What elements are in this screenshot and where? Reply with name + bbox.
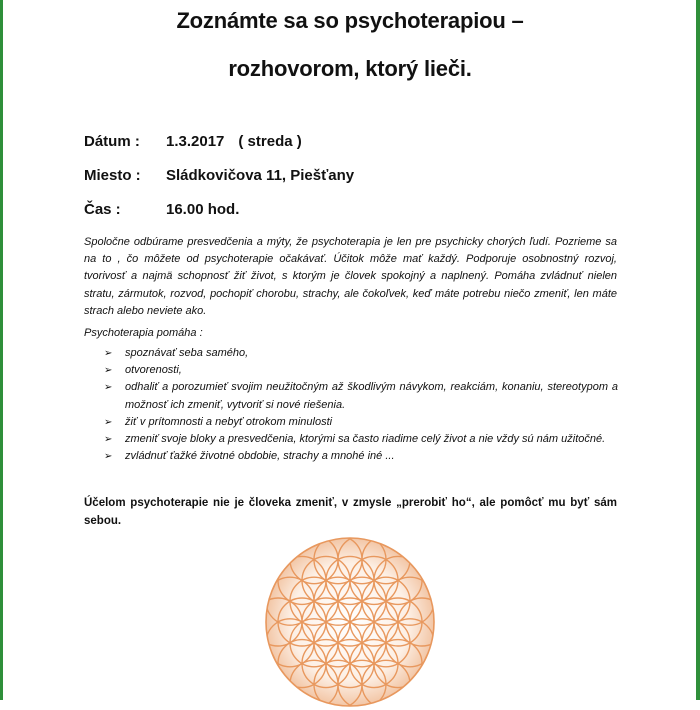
list-item: ➢ žiť v prítomnosti a nebyť otrokom minulosti [104, 414, 618, 431]
date-label: Dátum : [84, 133, 140, 150]
info-place [84, 167, 354, 184]
place-value: Sládkovičova 11, Piešťany [166, 167, 355, 184]
list-item: ➢ zmeniť svoje bloky a presvedčenia, ktorými sa často riadime celý život a nie vždy sú nám užitočné. [104, 431, 618, 448]
list-item: ➢ otvorenosti, [104, 362, 618, 379]
arrow-bullet-icon: ➢ [104, 365, 113, 377]
list-item: ➢ zvládnuť ťažké životné obdobie, strachy a mnohé iné ... [104, 448, 618, 465]
info-time [84, 201, 239, 218]
title-line-2: rozhovorom, ktorý lieči. [228, 56, 472, 81]
arrow-bullet-icon: ➢ [104, 434, 113, 446]
arrow-bullet-icon: ➢ [104, 348, 113, 359]
time-value: 16.00 hod. [166, 201, 240, 218]
list-item: ➢ spoznávať seba samého, [104, 345, 618, 362]
title-line-1: Zoznámte sa so psychoterapiou – [176, 8, 524, 33]
intro-paragraph: Spoločne odbúrame presvedčenia a mýty, že psychoterapia je len pre psychicky chorých ľudí. Pozrieme sa na to , čo môžete od psychoterapie očakávať. Účitok môže mať každý. Podporuje osobnostný rozvoj, tvorivosť a najmä schopnosť žiť život, s ktorým je človek spokojný a naplnený. Pomáha zvládnuť nielen stratu, zármutok, rozvod, pochopiť chorobu, strachy, ale čokoľvek, keď máte potrebu niečo zmeniť, len máte strach alebo neviete ako. [84, 236, 617, 317]
benefits-list [104, 345, 618, 465]
date-day: ( streda ) [238, 133, 302, 150]
info-date [84, 133, 302, 150]
goal-statement: Účelom psychoterapie nie je človeka zmeniť, v zmysle „prerobiť ho“, ale pomôcť mu byť sám sebou. [84, 497, 617, 527]
arrow-bullet-icon: ➢ [104, 451, 113, 463]
list-item: ➢ odhaliť a porozumieť svojim neužitočným až škodlivým návykom, reakciám, konaniu, stereotypom a možnosť ich zmeniť, vytvoriť si nové riešenia. [104, 381, 618, 411]
date-value: 1.3.2017 [166, 133, 225, 150]
helps-heading: Psychoterapia pomáha : [84, 327, 203, 339]
arrow-bullet-icon: ➢ [104, 382, 113, 394]
flower-of-life-icon [262, 534, 438, 710]
arrow-bullet-icon: ➢ [104, 416, 113, 428]
place-label: Miesto : [84, 167, 141, 184]
time-label: Čas : [84, 201, 121, 218]
